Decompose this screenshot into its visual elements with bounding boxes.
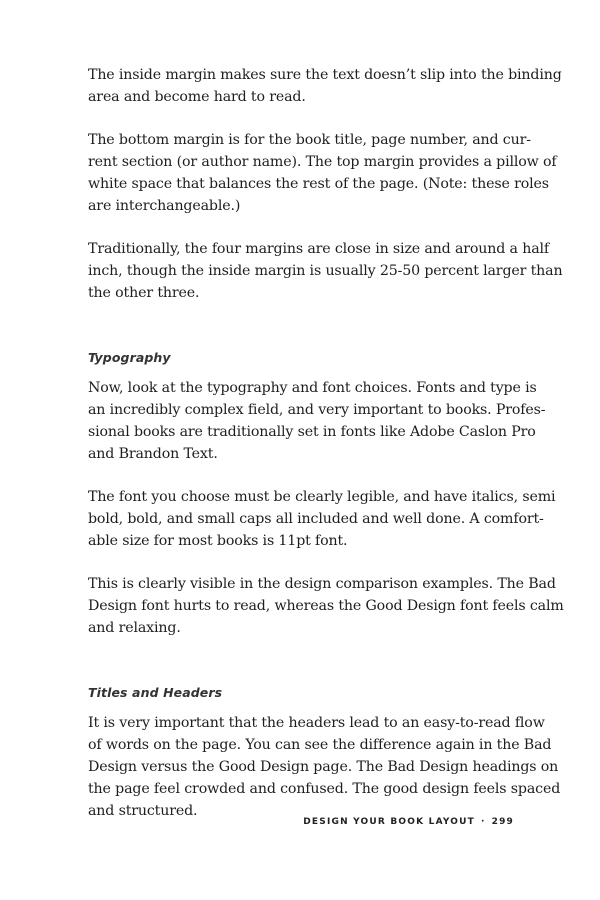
text-line: an incredibly complex field, and very important to books. Profes- [88, 402, 546, 418]
paragraph-font-choice [88, 486, 556, 552]
paragraph-inside-margin [88, 64, 562, 108]
text-line: and structured. [88, 803, 198, 819]
text-line: The font you choose must be clearly legible, and have italics, semi [88, 489, 556, 505]
text-line: the other three. [88, 285, 200, 301]
paragraph-typography-fonts [88, 377, 546, 465]
paragraph-headers-flow [88, 712, 561, 822]
section-spacer [88, 660, 520, 682]
paragraph-design-comparison [88, 573, 564, 639]
heading-titles-and-headers: Titles and Headers [88, 685, 223, 700]
paragraph-bottom-margin [88, 129, 557, 217]
page-number: 299 [491, 817, 514, 827]
text-line: white space that balances the rest of the page. (Note: these roles [88, 176, 549, 192]
running-footer [303, 817, 514, 827]
text-line: and relaxing. [88, 620, 181, 636]
text-line: able size for most books is 11pt font. [88, 533, 348, 549]
paragraph-traditionally [88, 238, 563, 304]
footer-section-title: DESIGN YOUR BOOK LAYOUT [303, 817, 475, 827]
body-text [88, 64, 564, 843]
heading-typography: Typography [88, 350, 171, 365]
text-line: the page feel crowded and confused. The good design feels spaced [88, 781, 561, 797]
section-spacer [88, 325, 520, 347]
text-line: bold, bold, and small caps all included and well done. A comfort- [88, 511, 544, 527]
footer-separator: · [480, 817, 486, 827]
text-line: The bottom margin is for the book title, page number, and cur- [88, 132, 531, 148]
text-line: This is clearly visible in the design comparison examples. The Bad [88, 576, 556, 592]
text-line: inch, though the inside margin is usually 25-50 percent larger than [88, 263, 563, 279]
text-line: area and become hard to read. [88, 89, 306, 105]
text-line: and Brandon Text. [88, 446, 218, 462]
text-line: It is very important that the headers lead to an easy-to-read flow [88, 715, 545, 731]
text-line: Design versus the Good Design page. The Bad Design headings on [88, 759, 559, 775]
text-line: The inside margin makes sure the text doesn’t slip into the binding [88, 67, 562, 83]
text-line: of words on the page. You can see the difference again in the Bad [88, 737, 552, 753]
text-line: rent section (or author name). The top margin provides a pillow of [88, 154, 557, 170]
text-line: Design font hurts to read, whereas the Good Design font feels calm [88, 598, 564, 614]
text-line: Now, look at the typography and font choices. Fonts and type is [88, 380, 537, 396]
text-line: sional books are traditionally set in fonts like Adobe Caslon Pro [88, 424, 536, 440]
text-line: are interchangeable.) [88, 198, 241, 214]
text-line: Traditionally, the four margins are close in size and around a half [88, 241, 550, 257]
